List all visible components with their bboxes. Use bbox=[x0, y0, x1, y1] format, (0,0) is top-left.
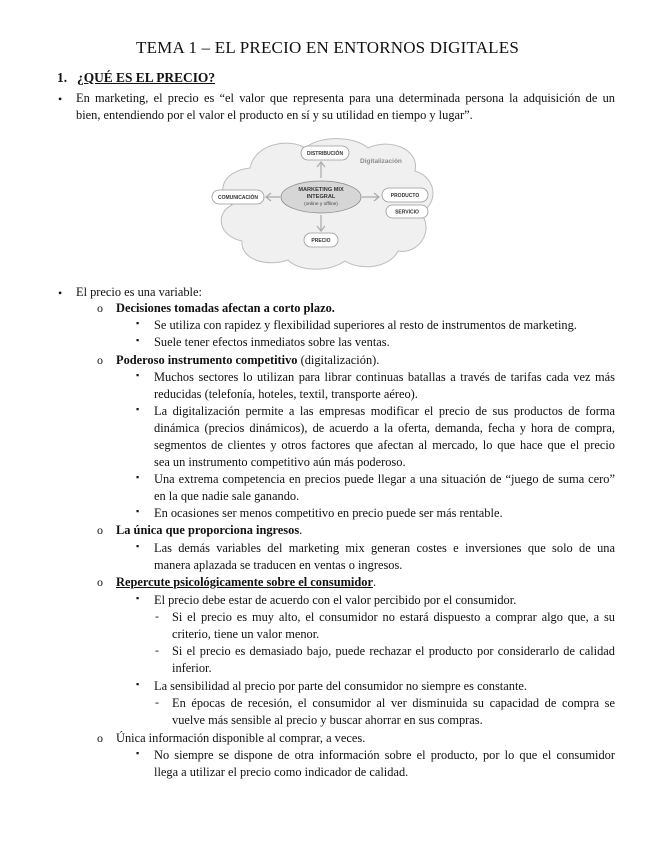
item3-title-line bbox=[116, 522, 302, 539]
item5-point-a-line2: llega a utilizar el precio como indicador de calidad. bbox=[154, 765, 409, 779]
square-marker: ▪ bbox=[136, 318, 140, 328]
item2-point-a-line1: Muchos sectores lo utilizan para librar continuas batallas a través de tarifas cada vez más bbox=[154, 370, 615, 384]
item4-sub-a2-line2: inferior. bbox=[172, 661, 212, 675]
item1-point-a: Se utiliza con rapidez y flexibilidad superiores al resto de instrumentos de marketing. bbox=[154, 318, 577, 332]
distribucion-label: DISTRIBUCIÓN bbox=[306, 151, 344, 157]
producto-label: PRODUCTO bbox=[390, 193, 420, 199]
item4-point-b: La sensibilidad al precio por parte del consumidor no siempre es constante. bbox=[154, 679, 527, 693]
item4-sub-a1-line2: criterio, tiene un valor menor. bbox=[172, 627, 320, 641]
page-title: TEMA 1 – EL PRECIO EN ENTORNOS DIGITALES bbox=[136, 38, 519, 57]
square-marker: ▪ bbox=[136, 370, 140, 380]
item4-sub-a1-line1: Si el precio es muy alto, el consumidor no estará dispuesto a comprar algo que, a su bbox=[172, 610, 615, 624]
item2-point-c-line2: en la que nadie sale ganando. bbox=[154, 489, 300, 503]
dash-marker: - bbox=[155, 643, 159, 657]
item1-point-b: Suele tener efectos inmediatos sobre las ventas. bbox=[154, 335, 390, 349]
item2-point-b-line4: sea un instrumento competitivo aún más poderoso. bbox=[154, 455, 406, 469]
circle-marker: o bbox=[97, 301, 103, 315]
item4-sub-b1-line2: vuelve más sensible al precio y buscar ahorrar en sus compras. bbox=[172, 713, 483, 727]
circle-marker: o bbox=[97, 731, 103, 745]
circle-marker: o bbox=[97, 353, 103, 367]
center-label-1: MARKETING MIX bbox=[298, 187, 344, 193]
item2-title-line bbox=[116, 352, 379, 369]
item2-point-c-line1: Una extrema competencia en precios puede llegar a una situación de “juego de suma cero” bbox=[154, 472, 615, 486]
intro-line-1: En marketing, el precio es “el valor que representa para una determinada persona la adquisición de un bbox=[76, 91, 615, 105]
section-heading bbox=[57, 70, 215, 86]
dash-marker: - bbox=[155, 695, 159, 709]
square-marker: ▪ bbox=[136, 404, 140, 414]
item4-title-line bbox=[116, 574, 376, 591]
square-marker: ▪ bbox=[136, 506, 140, 516]
item2-title: Poderoso instrumento competitivo bbox=[116, 353, 298, 367]
dash-marker: - bbox=[155, 609, 159, 623]
item5-point-a-line1: No siempre se dispone de otra información sobre el producto, por lo que el consumidor bbox=[154, 748, 615, 762]
servicio-label: SERVICIO bbox=[395, 209, 419, 216]
digitalizacion-label: Digitalización bbox=[360, 158, 402, 165]
square-marker: ▪ bbox=[136, 472, 140, 482]
center-label-2: INTEGRAL bbox=[306, 194, 336, 200]
item3-point-a-line1: Las demás variables del marketing mix generan costes e inversiones que solo de una bbox=[154, 541, 615, 555]
bullet-marker: • bbox=[58, 286, 63, 300]
item2-point-d: En ocasiones ser menos competitivo en precio puede ser más rentable. bbox=[154, 506, 503, 520]
item2-point-a-line2: reducidas (telefonía, hoteles, textil, transporte aéreo). bbox=[154, 387, 418, 401]
item2-suffix: (digitalización). bbox=[297, 353, 380, 367]
bullet-marker: • bbox=[58, 92, 63, 106]
item3-title: La única que proporciona ingresos bbox=[116, 523, 300, 537]
intro-line-2: bien, entendiendo por el valor el producto en sí y su utilidad en tiempo y lugar”. bbox=[76, 108, 473, 122]
marketing-mix-diagram bbox=[210, 133, 440, 273]
square-marker: ▪ bbox=[136, 679, 140, 689]
item4-title: Repercute psicológicamente sobre el consumidor bbox=[116, 575, 373, 589]
item3-point-a-line2: manera aplazada se traducen en ventas o ingresos. bbox=[154, 558, 403, 572]
variable-intro: El precio es una variable: bbox=[76, 285, 202, 299]
section-heading-text: ¿QUÉ ES EL PRECIO? bbox=[77, 70, 216, 85]
item2-point-b-line3: segmentos de clientes y otros factores que afectan al mercado, lo que hace que el precio bbox=[154, 438, 615, 452]
center-label-3: (online y offline) bbox=[304, 202, 338, 207]
item4-sub-b1-line1: En épocas de recesión, el consumidor al ver disminuida su capacidad de compra se bbox=[172, 696, 615, 710]
item2-point-b-line1: La digitalización permite a las empresas modificar el precio de sus productos de forma bbox=[154, 404, 615, 418]
item4-point-a: El precio debe estar de acuerdo con el valor percibido por el consumidor. bbox=[154, 593, 517, 607]
section-number: 1. bbox=[57, 70, 68, 85]
item1-title: Decisiones tomadas afectan a corto plazo. bbox=[116, 301, 335, 315]
square-marker: ▪ bbox=[136, 748, 140, 758]
square-marker: ▪ bbox=[136, 335, 140, 345]
item4-suffix: . bbox=[372, 575, 377, 589]
circle-marker: o bbox=[97, 523, 103, 537]
item3-suffix: . bbox=[299, 523, 303, 537]
item4-sub-a2-line1: Si el precio es demasiado bajo, puede rechazar el producto por considerarlo de calidad bbox=[172, 644, 615, 658]
square-marker: ▪ bbox=[136, 541, 140, 551]
comunicacion-label: COMUNICACIÓN bbox=[218, 195, 258, 201]
precio-label: PRECIO bbox=[311, 238, 331, 244]
item2-point-b-line2: dinámica (precios dinámicos), de acuerdo a la oferta, demanda, fecha y hora de compra, bbox=[154, 421, 615, 435]
circle-marker: o bbox=[97, 575, 103, 589]
square-marker: ▪ bbox=[136, 593, 140, 603]
item5-title: Única información disponible al comprar, a veces. bbox=[116, 731, 366, 745]
